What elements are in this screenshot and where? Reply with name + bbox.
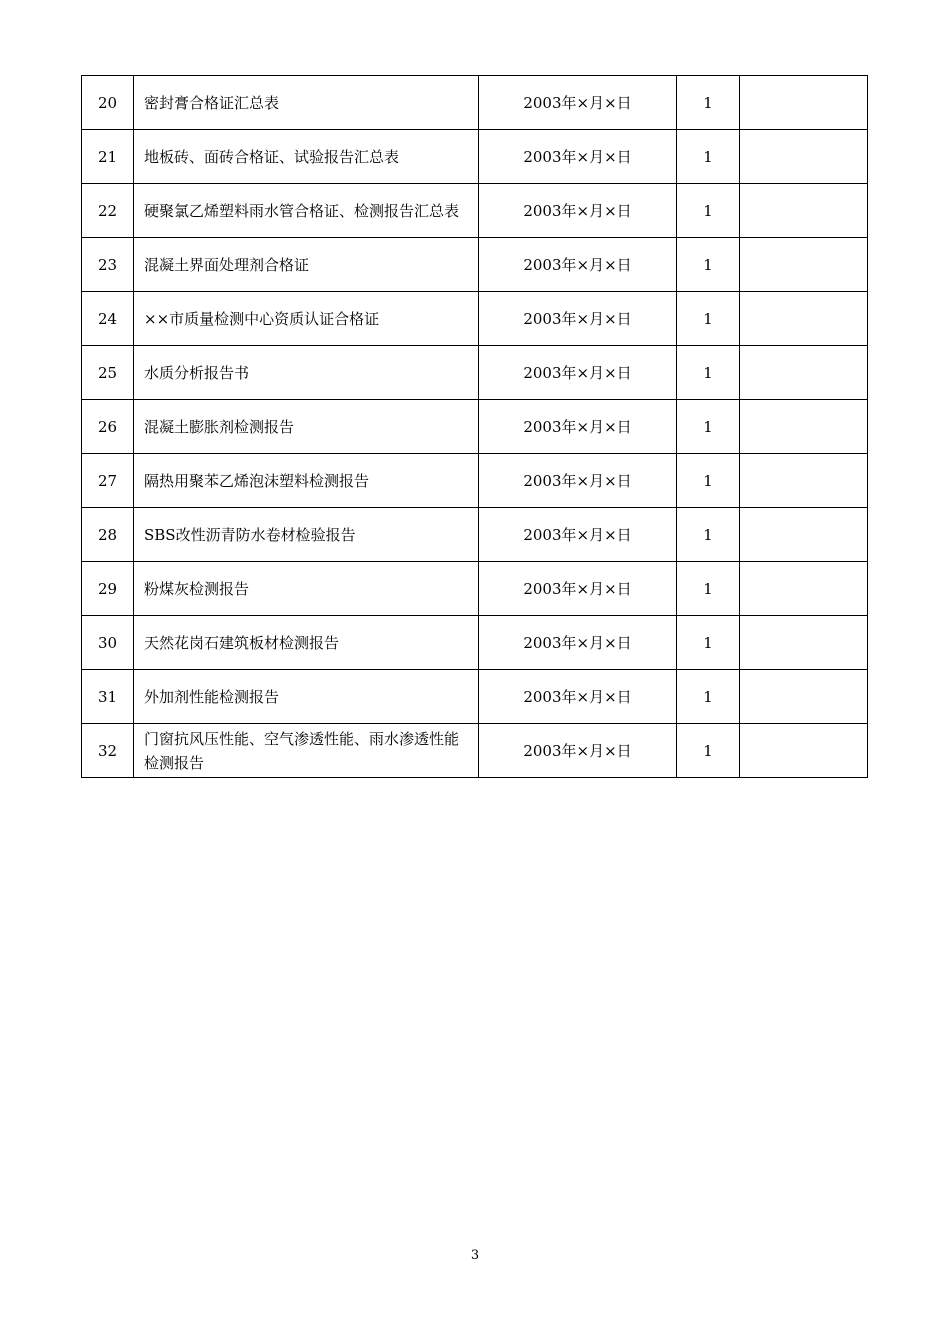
- document-quantity: 1: [677, 292, 740, 346]
- row-number: 20: [82, 76, 134, 130]
- document-quantity: 1: [677, 184, 740, 238]
- row-number: 26: [82, 400, 134, 454]
- document-date: 2003年×月×日: [479, 76, 677, 130]
- document-quantity: 1: [677, 616, 740, 670]
- table-row: [82, 454, 868, 508]
- row-number: 30: [82, 616, 134, 670]
- document-date: 2003年×月×日: [479, 238, 677, 292]
- document-date: 2003年×月×日: [479, 562, 677, 616]
- document-remark: [740, 130, 868, 184]
- document-quantity: 1: [677, 724, 740, 778]
- document-remark: [740, 238, 868, 292]
- document-name: 隔热用聚苯乙烯泡沫塑料检测报告: [134, 454, 479, 508]
- document-date: 2003年×月×日: [479, 508, 677, 562]
- document-name: 密封膏合格证汇总表: [134, 76, 479, 130]
- document-name: 天然花岗石建筑板材检测报告: [134, 616, 479, 670]
- table-body: [82, 76, 868, 778]
- document-name: 混凝土膨胀剂检测报告: [134, 400, 479, 454]
- document-name: 硬聚氯乙烯塑料雨水管合格证、检测报告汇总表: [134, 184, 479, 238]
- document-date: 2003年×月×日: [479, 346, 677, 400]
- document-name: ××市质量检测中心资质认证合格证: [134, 292, 479, 346]
- document-quantity: 1: [677, 400, 740, 454]
- document-name: 外加剂性能检测报告: [134, 670, 479, 724]
- table-row: [82, 346, 868, 400]
- document-quantity: 1: [677, 130, 740, 184]
- document-remark: [740, 508, 868, 562]
- document-remark: [740, 724, 868, 778]
- document-quantity: 1: [677, 454, 740, 508]
- page-number: 3: [470, 1248, 480, 1263]
- table-row: [82, 670, 868, 724]
- document-date: 2003年×月×日: [479, 670, 677, 724]
- table-row: [82, 562, 868, 616]
- document-remark: [740, 184, 868, 238]
- table-row: [82, 400, 868, 454]
- table-row: [82, 130, 868, 184]
- document-name: 门窗抗风压性能、空气渗透性能、雨水渗透性能检测报告: [134, 724, 479, 778]
- document-quantity: 1: [677, 508, 740, 562]
- document-name: 粉煤灰检测报告: [134, 562, 479, 616]
- document-name: 水质分析报告书: [134, 346, 479, 400]
- document-quantity: 1: [677, 76, 740, 130]
- document-remark: [740, 562, 868, 616]
- row-number: 28: [82, 508, 134, 562]
- row-number: 27: [82, 454, 134, 508]
- table-row: [82, 616, 868, 670]
- document-list-table: [81, 75, 868, 778]
- document-date: 2003年×月×日: [479, 292, 677, 346]
- table-row: [82, 724, 868, 778]
- document-name: SBS改性沥青防水卷材检验报告: [134, 508, 479, 562]
- table-row: [82, 76, 868, 130]
- document-quantity: 1: [677, 670, 740, 724]
- document-remark: [740, 616, 868, 670]
- document-quantity: 1: [677, 562, 740, 616]
- document-remark: [740, 454, 868, 508]
- row-number: 21: [82, 130, 134, 184]
- row-number: 31: [82, 670, 134, 724]
- document-quantity: 1: [677, 346, 740, 400]
- row-number: 25: [82, 346, 134, 400]
- document-remark: [740, 346, 868, 400]
- document-name: 混凝土界面处理剂合格证: [134, 238, 479, 292]
- document-date: 2003年×月×日: [479, 724, 677, 778]
- document-remark: [740, 292, 868, 346]
- table-row: [82, 292, 868, 346]
- row-number: 29: [82, 562, 134, 616]
- document-remark: [740, 76, 868, 130]
- table-row: [82, 184, 868, 238]
- document-date: 2003年×月×日: [479, 184, 677, 238]
- document-date: 2003年×月×日: [479, 130, 677, 184]
- document-remark: [740, 670, 868, 724]
- table-row: [82, 238, 868, 292]
- row-number: 24: [82, 292, 134, 346]
- document-remark: [740, 400, 868, 454]
- document-date: 2003年×月×日: [479, 616, 677, 670]
- row-number: 22: [82, 184, 134, 238]
- table-row: [82, 508, 868, 562]
- row-number: 23: [82, 238, 134, 292]
- row-number: 32: [82, 724, 134, 778]
- document-quantity: 1: [677, 238, 740, 292]
- document-name: 地板砖、面砖合格证、试验报告汇总表: [134, 130, 479, 184]
- document-date: 2003年×月×日: [479, 454, 677, 508]
- document-date: 2003年×月×日: [479, 400, 677, 454]
